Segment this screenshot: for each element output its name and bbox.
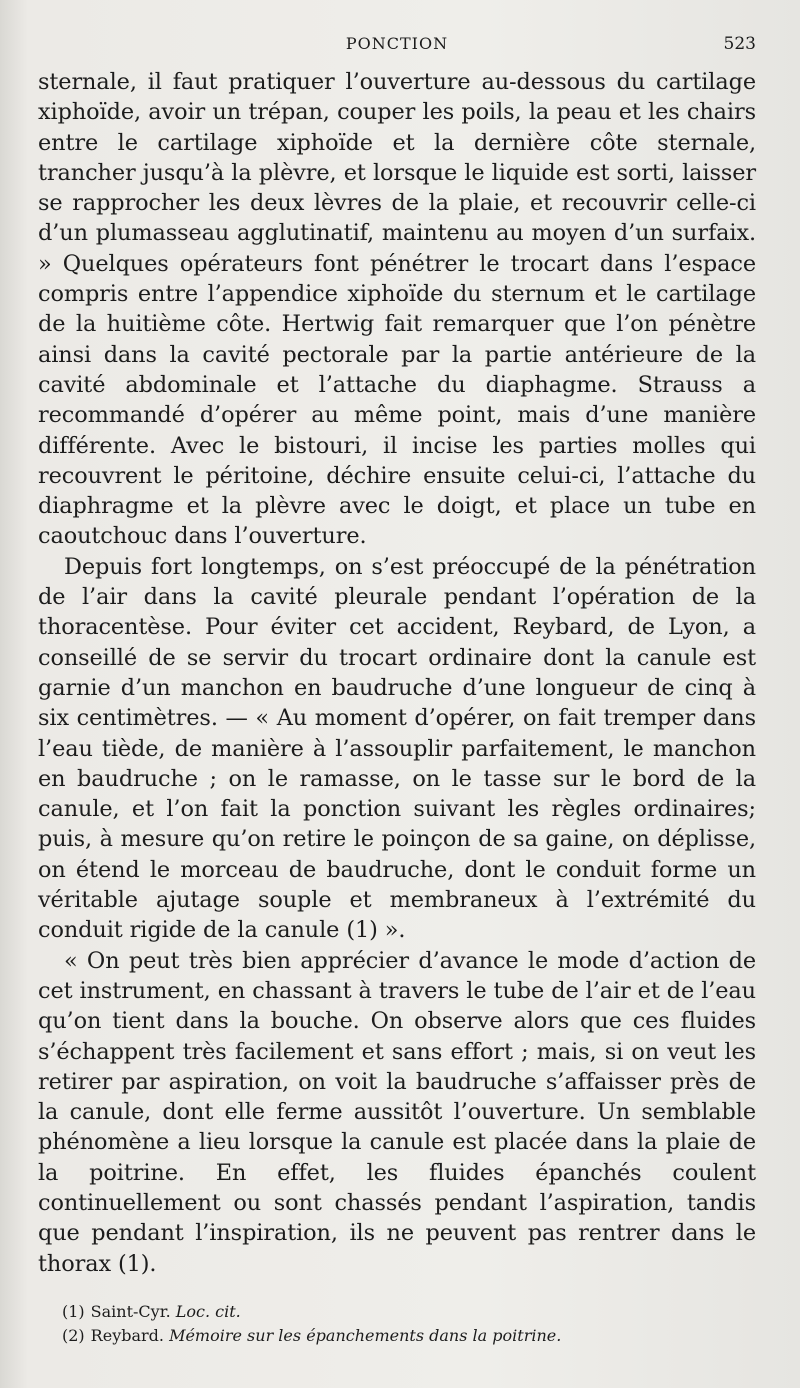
footnote-author: Reybard. bbox=[90, 1326, 164, 1345]
running-title: PONCTION bbox=[345, 34, 449, 53]
footnote-reference: Loc. cit. bbox=[175, 1302, 241, 1321]
running-head bbox=[38, 33, 756, 55]
footnote-number: (2) bbox=[62, 1326, 85, 1345]
footnotes bbox=[62, 1300, 762, 1348]
paragraph: Depuis fort longtemps, on s’est préoccupé de la pénétration de l’air dans la cavité pleurale pendant l’opération de la thoracentèse. Pour éviter cet accident, Reybard, de Lyon, a conseillé de se servir du trocart ordinaire dont la canule est garnie d’un manchon en baudruche d’une longueur de cinq à six centimètres. — « Au moment d’opérer, on fait tremper dans l’eau tiède, de manière à l’assouplir parfaitement, le manchon en baudruche ; on le ramasse, on le tasse sur le bord de la canule, et l’on fait la ponction suivant les règles ordinaires; puis, à mesure qu’on retire le poinçon de sa gaine, on déplisse, on étend le morceau de baudruche, dont le conduit forme un véritable ajutage souple et membraneux à l’extrémité du conduit rigide de la canule (1) ». bbox=[38, 553, 756, 944]
footnote bbox=[62, 1324, 762, 1348]
paragraph: « On peut très bien apprécier d’avance le mode d’action de cet instrument, en chassant à travers le tube de l’air et de l’eau qu’on tient dans la bouche. On observe alors que ces fluides s’échappent très facilement et sans effort ; mais, si on veut les retirer par aspiration, on voit la baudruche s’affaisser près de la canule, dont elle ferme aussitôt l’ouverture. Un semblable phénomène a lieu lorsque la canule est placée dans la plaie de la poitrine. En effet, les fluides épanchés coulent continuellement ou sont chassés pendant l’aspiration, tandis que pendant l’inspiration, ils ne peuvent pas rentrer dans le thorax (1). bbox=[38, 947, 756, 1277]
footnote-author: Saint-Cyr. bbox=[90, 1302, 171, 1321]
footnote-reference: Mémoire sur les épanchements dans la poitrine. bbox=[169, 1326, 562, 1345]
footnote-number: (1) bbox=[62, 1302, 85, 1321]
footnote bbox=[62, 1300, 762, 1324]
page-number: 523 bbox=[723, 34, 756, 54]
paragraph: sternale, il faut pratiquer l’ouverture au-dessous du cartilage xiphoïde, avoir un trépan, couper les poils, la peau et les chairs entre le cartilage xiphoïde et la dernière côte sternale, trancher jusqu’à la plèvre, et lorsque le liquide est sorti, laisser se rapprocher les deux lèvres de la plaie, et recouvrir celle-ci d’un plumasseau agglutinatif, maintenu au moyen d’un surfaix. » Quelques opérateurs font pénétrer le trocart dans l’espace compris entre l’appendice xiphoïde du sternum et le cartilage de la huitième côte. Hertwig fait remarquer que l’on pénètre ainsi dans la cavité pectorale par la partie antérieure de la cavité abdominale et l’attache du diaphagme. Strauss a recommandé d’opérer au même point, mais d’une manière différente. Avec le bistouri, il incise les parties molles qui recouvrent le péritoine, déchire ensuite celui-ci, l’attache du diaphragme et la plèvre avec le doigt, et place un tube en caoutchouc dans l’ouverture. bbox=[38, 69, 756, 550]
body-text bbox=[38, 67, 756, 1279]
